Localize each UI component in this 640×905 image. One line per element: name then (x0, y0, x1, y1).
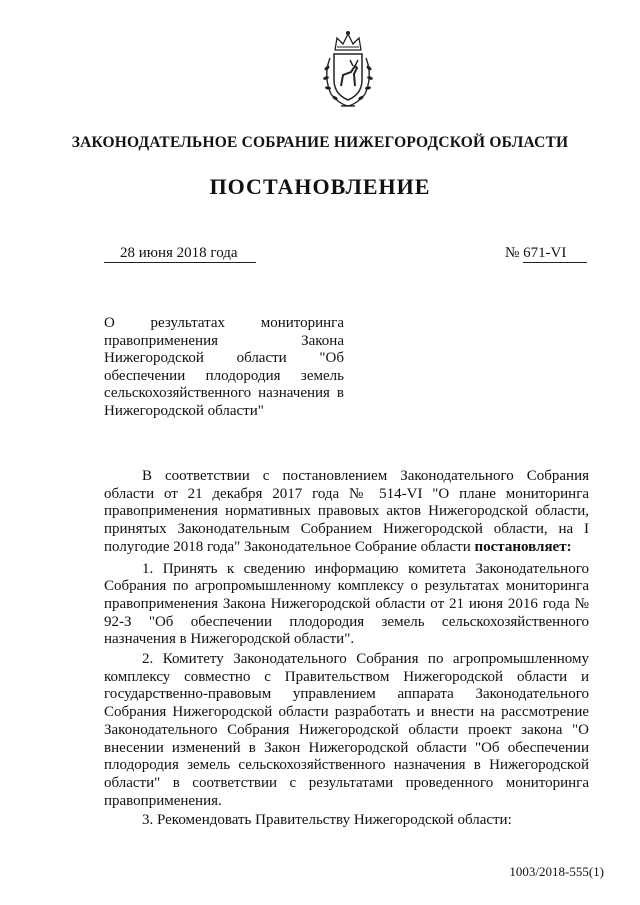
resolution-item: 1. Принять к сведению информацию комитета Законодательного Собрания по агропромышленному комплексу о результатах мониторинга правоприменения Закона Нижегородской области от 21 июня 2016 года № 92-З "Об обеспечении плодородия земель сельскохозяйственного назначения в Нижегородской области". (104, 560, 589, 648)
coat-of-arms-icon (315, 28, 381, 110)
preamble-paragraph (104, 468, 589, 557)
document-date: 28 июня 2018 года (104, 244, 256, 263)
document-type-heading: ПОСТАНОВЛЕНИЕ (209, 174, 431, 199)
resolution-item: 2. Комитету Законодательного Собрания по агропромышленному комплексу совместно с Правительством Нижегородской области и государственно-правовым управлением аппарата Законодательного Собрания Нижегородской области разработать и внести на рассмотрение Законодательного Собрания Нижегородской области проект закона "О внесении изменений в Закон Нижегородской области "Об обеспечении плодородия земель сельскохозяйственного назначения в Нижегородской области" в соответствии с результатами проведенного мониторинга правоприменения. (104, 651, 589, 809)
number-value: 671-VI (523, 244, 587, 263)
document-body (104, 468, 589, 832)
organization-title: ЗАКОНОДАТЕЛЬНОЕ СОБРАНИЕ НИЖЕГОРОДСКОЙ ОБЛАСТИ (71, 134, 569, 151)
number-sign: № (505, 245, 520, 261)
registration-code: 1003/2018-555(1) (509, 864, 604, 879)
preamble-text: В соответствии с постановлением Законодательного Собрания области от 21 декабря 2017 года № 514-VI "О плане мониторинга правоприменения нормативных правовых актов Нижегородской области, принятых Законодательным Собранием Нижегородской области, на I полугодие 2018 года" Законодательное Собрание области (104, 468, 589, 555)
preamble-resolution-word: постановляет: (474, 538, 572, 555)
resolution-item: 3. Рекомендовать Правительству Нижегородской области: (142, 812, 512, 829)
document-subject: О результатах мониторинга правоприменения Закона Нижегородской области "Об обеспечении плодородия земель сельскохозяйственного назначения в Нижегородской области" (104, 315, 344, 419)
document-number (505, 244, 587, 263)
